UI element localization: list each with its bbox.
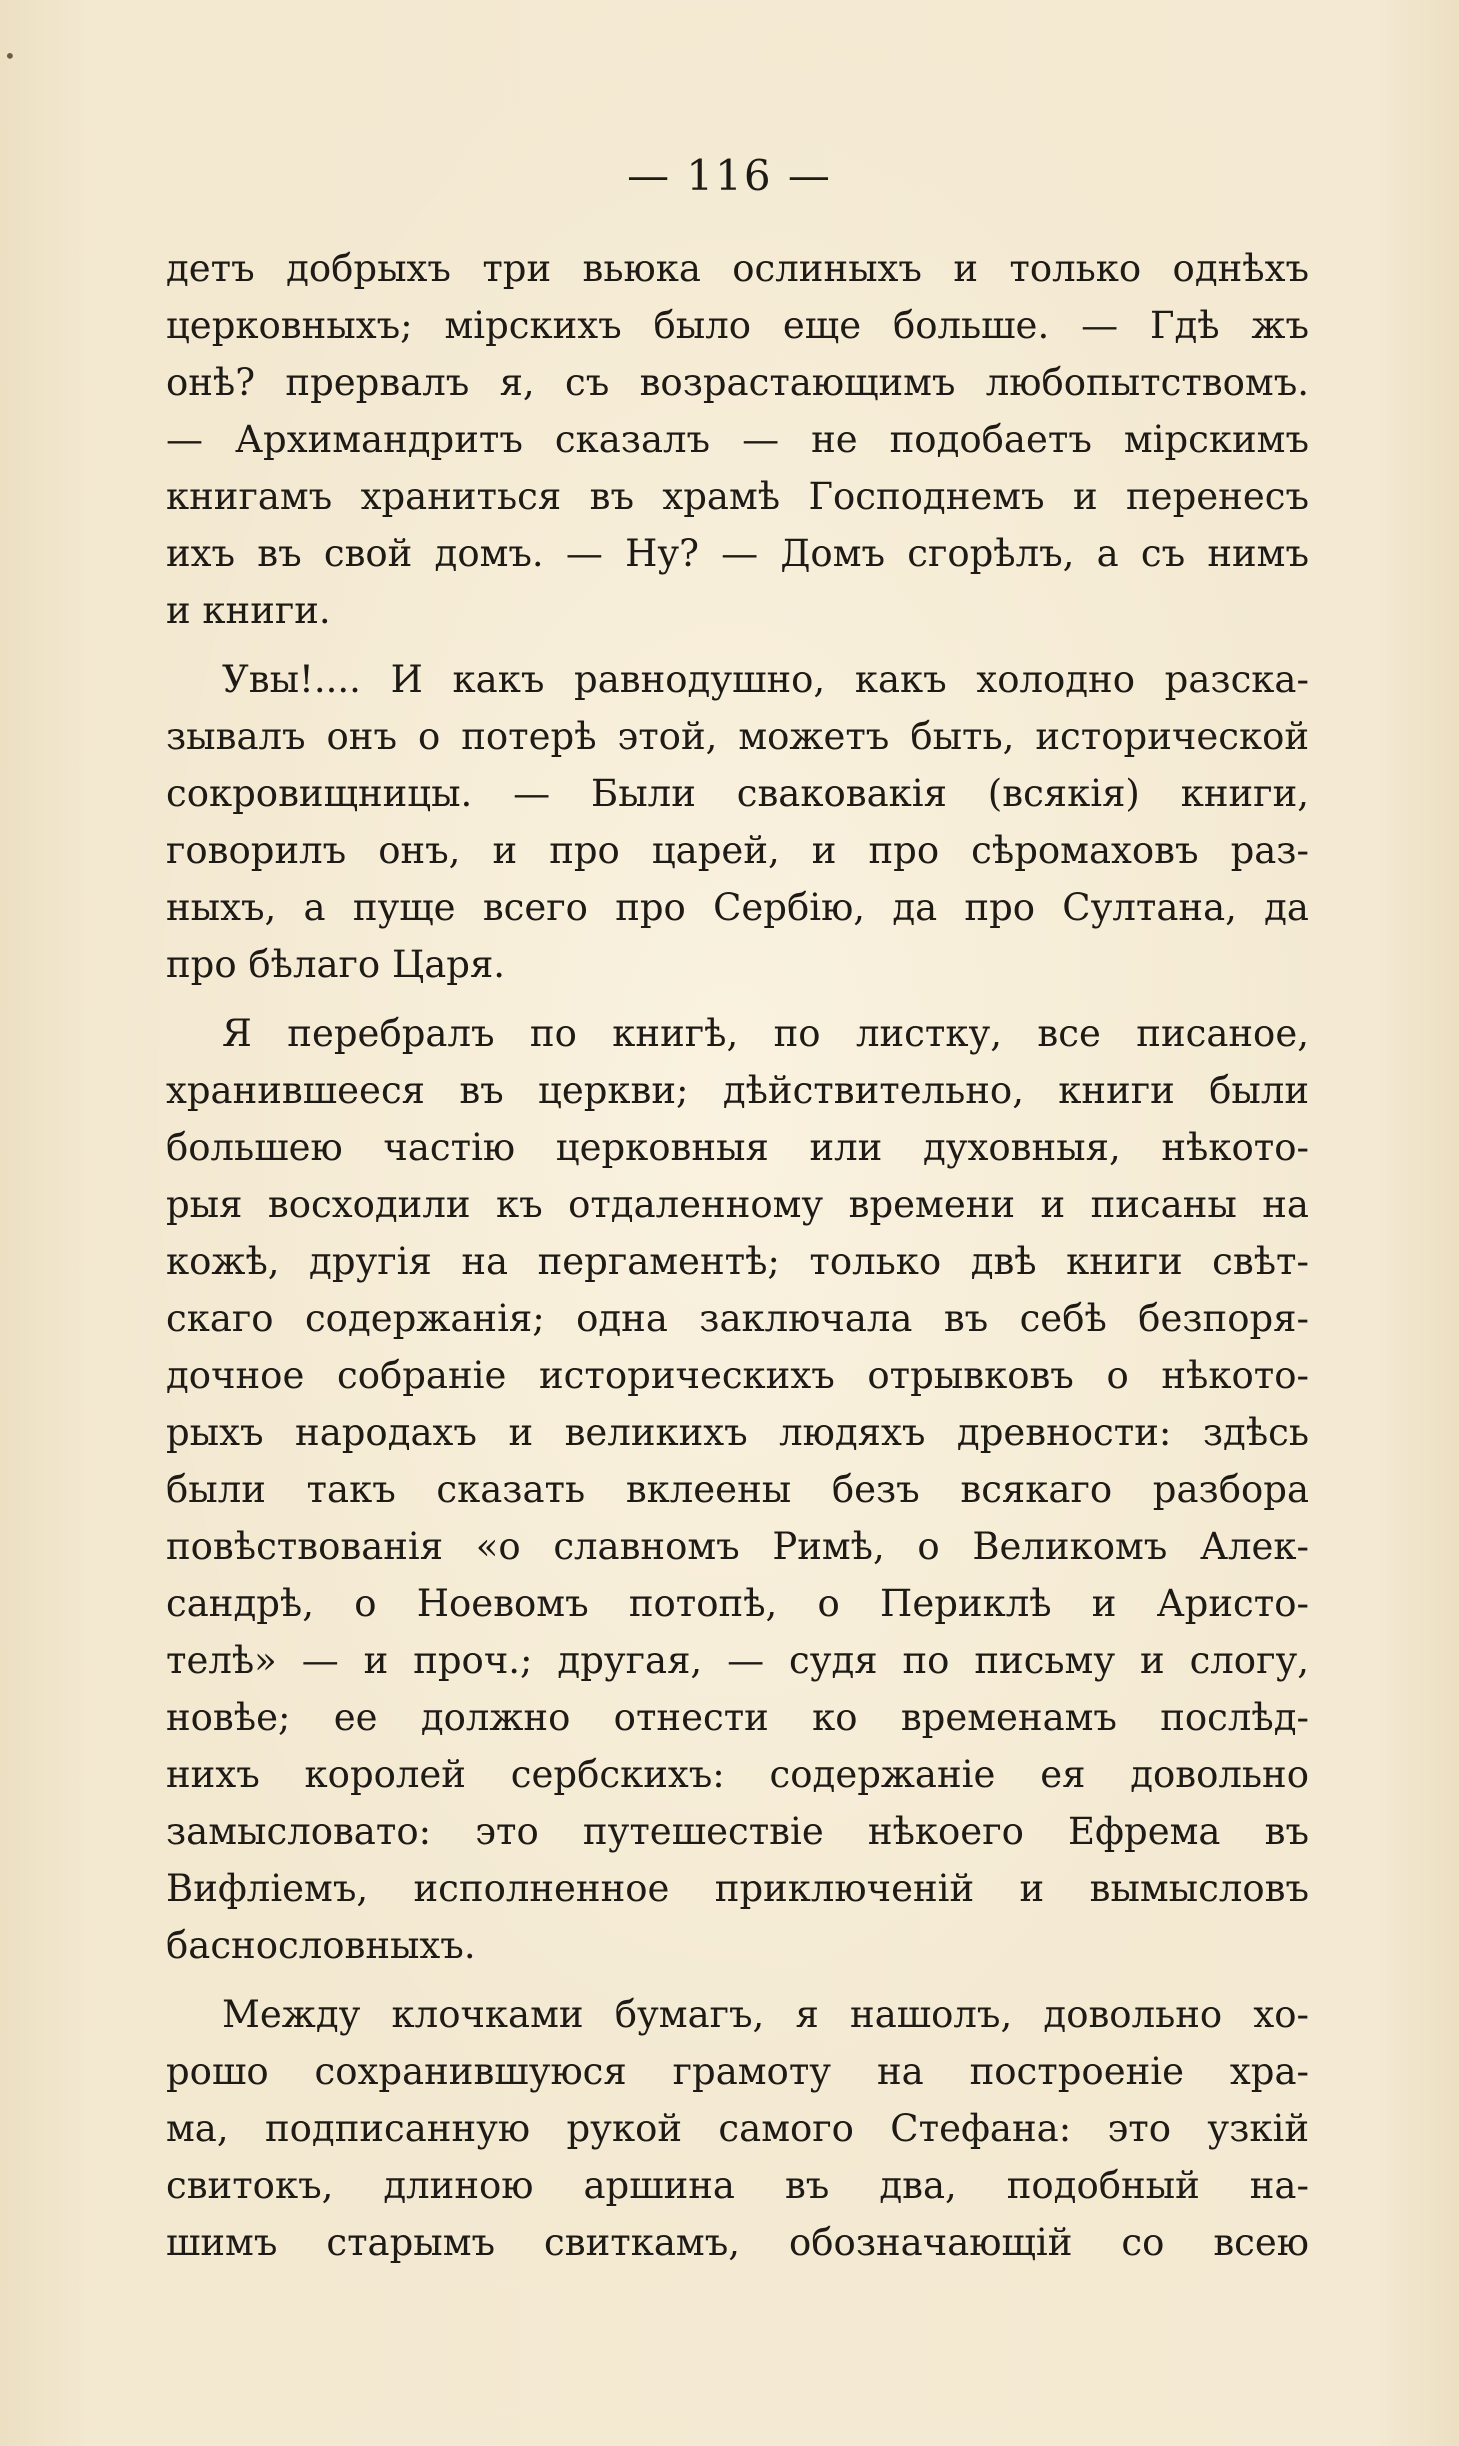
text-line: шимъ старымъ свиткамъ, обозначающій со всею (166, 2221, 1309, 2264)
paragraph-4 (166, 1986, 1309, 2271)
text-line: детъ добрыхъ три вьюка ослиныхъ и только однѣхъ (166, 247, 1309, 290)
text-line: замысловато: это путешествіе нѣкоего Ефрема въ (166, 1810, 1309, 1853)
text-line: говорилъ онъ, и про царей, и про сѣромаховъ раз- (166, 829, 1309, 872)
text-line: сандрѣ, о Ноевомъ потопѣ, о Периклѣ и Аристо- (166, 1582, 1309, 1625)
text-line: большею частію церковныя или духовныя, нѣкото- (166, 1126, 1309, 1169)
text-line: Я перебралъ по книгѣ, по листку, все писаное, (222, 1012, 1309, 1055)
text-line: нихъ королей сербскихъ: содержаніе ея довольно (166, 1753, 1309, 1796)
text-line: Между клочками бумагъ, я нашолъ, довольно хо- (222, 1993, 1309, 2036)
text-line: дочное собраніе историческихъ отрывковъ о нѣкото- (166, 1354, 1309, 1397)
text-line: зывалъ онъ о потерѣ этой, можетъ быть, исторической (166, 715, 1309, 758)
text-line: повѣствованія «о славномъ Римѣ, о Великомъ Алек- (166, 1525, 1309, 1568)
text-line: про бѣлаго Царя. (166, 943, 506, 986)
text-line: и книги. (166, 589, 331, 632)
text-line: церковныхъ; мірскихъ было еще больше. — Гдѣ жъ (166, 304, 1309, 347)
page-speck: • (4, 44, 16, 68)
text-line: хранившееся въ церкви; дѣйствительно, книги были (166, 1069, 1309, 1112)
text-line: телѣ» — и проч.; другая, — судя по письму и слогу, (166, 1639, 1309, 1682)
paragraph-3 (166, 1005, 1309, 1974)
text-line: Увы!.... И какъ равнодушно, какъ холодно разска- (222, 658, 1309, 701)
text-line: новѣе; ее должно отнести ко временамъ послѣд- (166, 1696, 1309, 1739)
text-line: — Архимандритъ сказалъ — не подобаетъ мірскимъ (166, 418, 1309, 461)
text-line: онѣ? прервалъ я, съ возрастающимъ любопытствомъ. (166, 361, 1309, 404)
body-text (166, 240, 1309, 2271)
text-line: книгамъ храниться въ храмѣ Господнемъ и перенесъ (166, 475, 1309, 518)
text-line: свитокъ, длиною аршина въ два, подобный на- (166, 2164, 1309, 2207)
text-line: рошо сохранившуюся грамоту на построеніе хра- (166, 2050, 1309, 2093)
text-line: Вифліемъ, исполненное приключеній и вымысловъ (166, 1867, 1309, 1910)
text-line: ихъ въ свой домъ. — Ну? — Домъ сгорѣлъ, а съ нимъ (166, 532, 1309, 575)
text-line: рыя восходили къ отдаленному времени и писаны на (166, 1183, 1309, 1226)
text-line: скаго содержанія; одна заключала въ себѣ безпоря- (166, 1297, 1309, 1340)
text-line: баснословныхъ. (166, 1924, 476, 1967)
text-line: были такъ сказать вклеены безъ всякаго разбора (166, 1468, 1309, 1511)
text-line: ныхъ, а пуще всего про Сербію, да про Султана, да (166, 886, 1309, 929)
text-line: кожѣ, другія на пергаментѣ; только двѣ книги свѣт- (166, 1240, 1309, 1283)
paragraph-2 (166, 651, 1309, 993)
text-line: ма, подписанную рукой самого Стефана: это узкій (166, 2107, 1309, 2150)
text-line: рыхъ народахъ и великихъ людяхъ древности: здѣсь (166, 1411, 1309, 1454)
text-line: сокровищницы. — Были сваковакія (всякія) книги, (166, 772, 1309, 815)
paragraph-1 (166, 240, 1309, 639)
page-number: — 116 — (627, 151, 832, 200)
